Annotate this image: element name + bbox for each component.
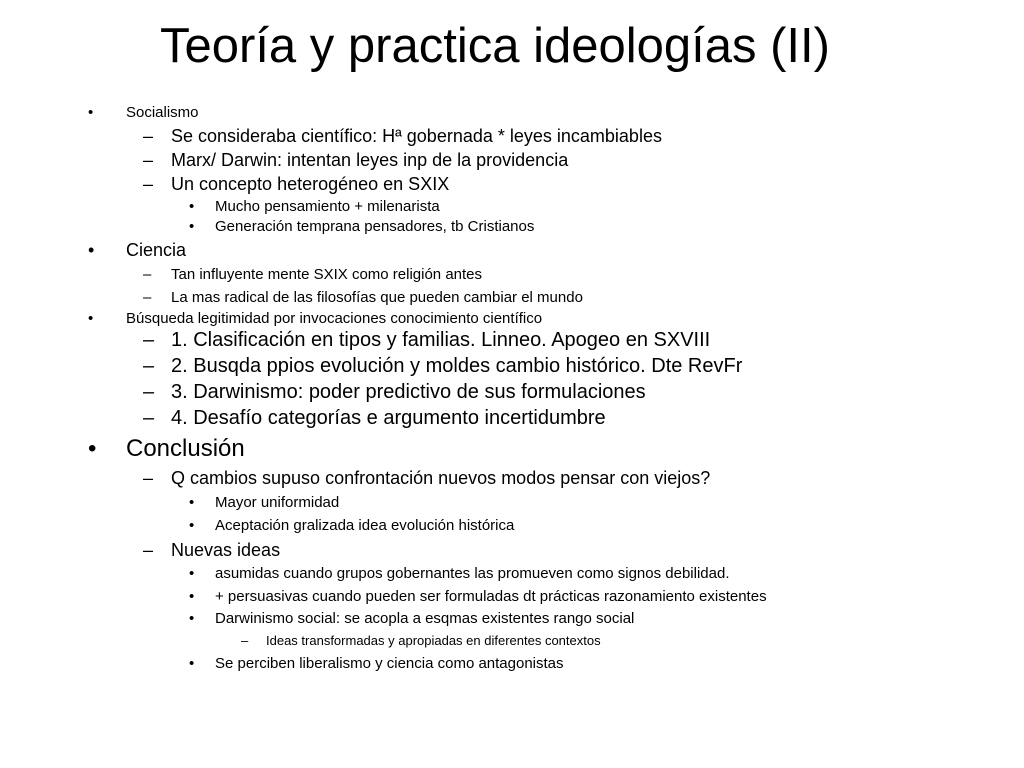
outline-item-level-1: Socialismo [126, 104, 199, 121]
outline-item-level-1: Búsqueda legitimidad por invocaciones conocimiento científico [126, 310, 543, 327]
outline-item-level-2: 2. Busqda ppios evolución y moldes cambio histórico. Dte RevFr [171, 355, 743, 377]
bullet-marker: – [241, 633, 249, 648]
outline-item-level-2: 1. Clasificación en tipos y familias. Linneo. Apogeo en SXVIII [171, 329, 711, 351]
bullet-marker: – [143, 329, 155, 351]
bullet-marker: • [189, 610, 195, 627]
bullet-marker: – [143, 289, 152, 306]
outline-item-level-3: Darwinismo social: se acopla a esqmas existentes rango social [215, 610, 635, 627]
bullet-marker: • [189, 198, 195, 215]
outline-item-level-2: 3. Darwinismo: poder predictivo de sus formulaciones [171, 381, 646, 403]
bullet-marker: – [143, 468, 154, 488]
bullet-marker: – [143, 266, 152, 283]
outline-item-level-3: Se perciben liberalismo y ciencia como antagonistas [215, 655, 564, 672]
bullet-marker: – [143, 407, 155, 429]
outline-item-level-2: Tan influyente mente SXIX como religión antes [171, 266, 483, 283]
bullet-marker: – [143, 150, 154, 170]
bullet-marker: • [88, 435, 97, 462]
outline-item-level-2: Un concepto heterogéneo en SXIX [171, 174, 450, 194]
bullet-marker: • [189, 517, 195, 534]
outline-item-level-1: Conclusión [126, 435, 245, 462]
bullet-marker: • [189, 588, 195, 605]
outline-item-level-2: La mas radical de las filosofías que pueden cambiar el mundo [171, 289, 583, 306]
outline-item-level-1: Ciencia [126, 240, 187, 260]
bullet-marker: – [143, 355, 155, 377]
bullet-marker: • [189, 655, 195, 672]
bullet-marker: • [88, 310, 94, 327]
outline-item-level-3: Mucho pensamiento + milenarista [215, 198, 440, 215]
outline-item-level-3: Aceptación gralizada idea evolución histórica [215, 517, 515, 534]
slide-title: Teoría y practica ideologías (II) [160, 19, 830, 73]
outline-item-level-2: 4. Desafío categorías e argumento incertidumbre [171, 407, 606, 429]
bullet-marker: • [88, 240, 95, 260]
outline-item-level-3: Mayor uniformidad [215, 494, 340, 511]
bullet-marker: • [189, 218, 195, 235]
outline-item-level-2: Marx/ Darwin: intentan leyes inp de la providencia [171, 150, 569, 170]
outline-item-level-3: + persuasivas cuando pueden ser formuladas dt prácticas razonamiento existentes [215, 588, 767, 605]
outline-item-level-2: Nuevas ideas [171, 540, 281, 560]
outline-item-level-3: asumidas cuando grupos gobernantes las promueven como signos debilidad. [215, 565, 730, 582]
outline-item-level-2: Se consideraba científico: Hª gobernada * leyes incambiables [171, 126, 662, 146]
bullet-marker: • [189, 494, 195, 511]
bullet-marker: – [143, 126, 154, 146]
outline-item-level-2: Q cambios supuso confrontación nuevos modos pensar con viejos? [171, 468, 711, 488]
bullet-marker: – [143, 174, 154, 194]
bullet-marker: • [88, 104, 94, 121]
bullet-marker: – [143, 540, 154, 560]
bullet-marker: • [189, 565, 195, 582]
outline-item-level-4: Ideas transformadas y apropiadas en diferentes contextos [266, 633, 601, 648]
outline-item-level-3: Generación temprana pensadores, tb Cristianos [215, 218, 535, 235]
bullet-marker: – [143, 381, 155, 403]
